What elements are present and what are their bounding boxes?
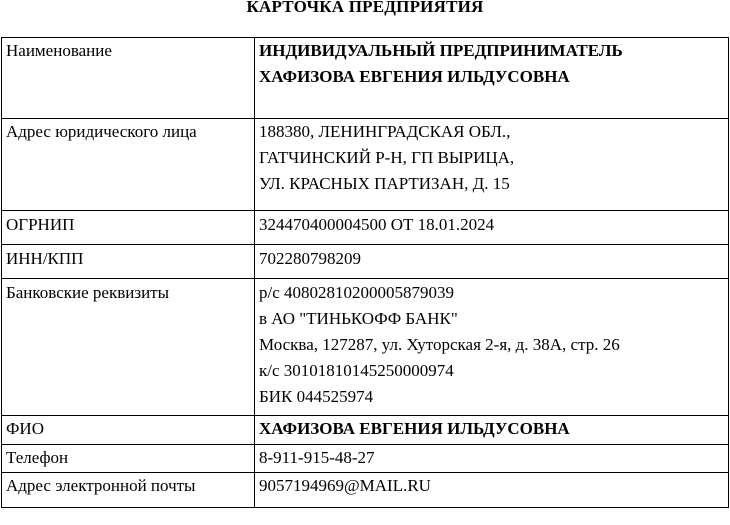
company-card-table <box>1 37 729 508</box>
row-email <box>2 473 729 508</box>
fio-value: ХАФИЗОВА ЕВГЕНИЯ ИЛЬДУСОВНА <box>255 416 729 445</box>
row-name <box>2 38 729 119</box>
bank-details-label: Банковские реквизиты <box>2 279 255 416</box>
row-phone <box>2 445 729 473</box>
phone-value: 8-911-915-48-27 <box>255 445 729 473</box>
document-title: КАРТОЧКА ПРЕДПРИЯТИЯ <box>246 0 484 16</box>
row-fio <box>2 416 729 445</box>
legal-address-line-1: 188380, ЛЕНИНГРАДСКАЯ ОБЛ., <box>259 122 511 141</box>
legal-address-value <box>255 119 729 211</box>
fio-label: ФИО <box>2 416 255 445</box>
name-line-1: ИНДИВИДУАЛЬНЫЙ ПРЕДПРИНИМАТЕЛЬ <box>259 41 623 60</box>
name-line-2: ХАФИЗОВА ЕВГЕНИЯ ИЛЬДУСОВНА <box>259 67 570 86</box>
row-bank-details <box>2 279 729 416</box>
bank-address-line: Москва, 127287, ул. Хуторская 2-я, д. 38А, стр. 26 <box>259 335 620 354</box>
name-label: Наименование <box>2 38 255 119</box>
legal-address-line-3: УЛ. КРАСНЫХ ПАРТИЗАН, Д. 15 <box>259 174 510 193</box>
row-inn-kpp <box>2 245 729 279</box>
inn-kpp-value: 702280798209 <box>255 245 729 279</box>
ogrnip-value: 324470400004500 ОТ 18.01.2024 <box>255 211 729 245</box>
bank-bik-line: БИК 044525974 <box>259 387 374 406</box>
phone-label: Телефон <box>2 445 255 473</box>
legal-address-label: Адрес юридического лица <box>2 119 255 211</box>
bank-account-line: р/с 40802810200005879039 <box>259 283 455 302</box>
email-value: 9057194969@MAIL.RU <box>255 473 729 508</box>
bank-corr-account-line: к/с 30101810145250000974 <box>259 361 454 380</box>
bank-details-value <box>255 279 729 416</box>
name-value <box>255 38 729 119</box>
row-ogrnip <box>2 211 729 245</box>
bank-name-line: в АО "ТИНЬКОФФ БАНК" <box>259 309 458 328</box>
legal-address-line-2: ГАТЧИНСКИЙ Р-Н, ГП ВЫРИЦА, <box>259 148 515 167</box>
email-label: Адрес электронной почты <box>2 473 255 508</box>
inn-kpp-label: ИНН/КПП <box>2 245 255 279</box>
row-legal-address <box>2 119 729 211</box>
ogrnip-label: ОГРНИП <box>2 211 255 245</box>
